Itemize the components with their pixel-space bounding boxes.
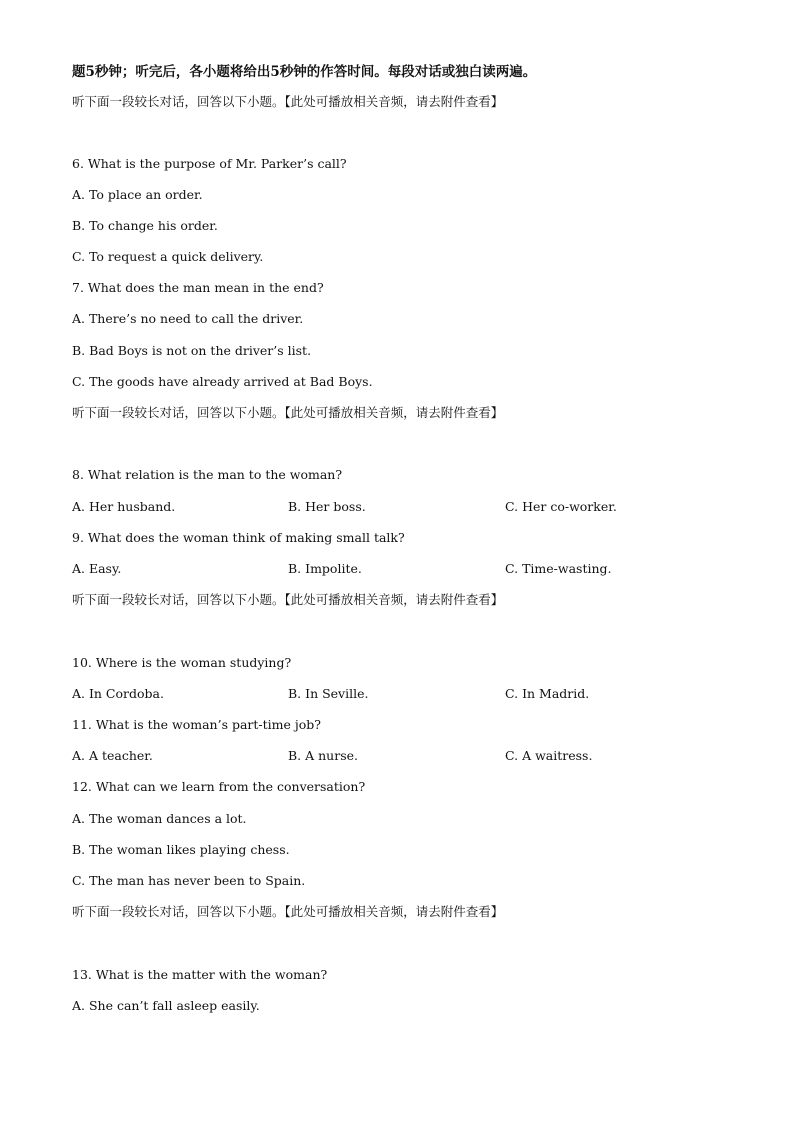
option-11b: B. A nurse. (288, 748, 358, 763)
option-10b: B. In Seville. (288, 686, 369, 701)
option-9b: B. Impolite. (288, 561, 362, 576)
option-7b: B. Bad Boys is not on the driver’s list. (72, 343, 312, 358)
question-12: 12. What can we learn from the conversation? (72, 779, 366, 794)
option-10c: C. In Madrid. (505, 686, 590, 701)
question-9: 9. What does the woman think of making small talk? (72, 530, 405, 545)
question-7: 7. What does the man mean in the end? (72, 280, 324, 295)
question-8: 8. What relation is the man to the woman? (72, 467, 343, 482)
option-8c: C. Her co-worker. (505, 499, 617, 514)
option-13a: A. She can’t fall asleep easily. (72, 998, 260, 1013)
question-6: 6. What is the purpose of Mr. Parker’s call? (72, 156, 347, 171)
option-6a: A. To place an order. (72, 187, 203, 202)
option-9a: A. Easy. (72, 561, 122, 576)
option-10a: A. In Cordoba. (72, 686, 164, 701)
intro-instruction: 题5秒钟；听完后，各小题将给出5秒钟的作答时间。每段对话或独白读两遍。 (72, 64, 537, 80)
option-12b: B. The woman likes playing chess. (72, 842, 290, 857)
option-12a: A. The woman dances a lot. (72, 811, 247, 826)
question-10: 10. Where is the woman studying? (72, 655, 292, 670)
option-9c: C. Time-wasting. (505, 561, 612, 576)
section-instruction: 听下面一段较长对话，回答以下小题。【此处可播放相关音频，请去附件查看】 (72, 94, 504, 109)
option-6c: C. To request a quick delivery. (72, 249, 264, 264)
option-8a: A. Her husband. (72, 499, 176, 514)
option-6b: B. To change his order. (72, 218, 218, 233)
section-instruction: 听下面一段较长对话，回答以下小题。【此处可播放相关音频，请去附件查看】 (72, 904, 504, 919)
option-11c: C. A waitress. (505, 748, 593, 763)
option-8b: B. Her boss. (288, 499, 366, 514)
section-instruction: 听下面一段较长对话，回答以下小题。【此处可播放相关音频，请去附件查看】 (72, 592, 504, 607)
section-instruction: 听下面一段较长对话，回答以下小题。【此处可播放相关音频，请去附件查看】 (72, 405, 504, 420)
question-11: 11. What is the woman’s part-time job? (72, 717, 321, 732)
option-7c: C. The goods have already arrived at Bad Boys. (72, 374, 373, 389)
option-12c: C. The man has never been to Spain. (72, 873, 306, 888)
option-7a: A. There’s no need to call the driver. (72, 311, 304, 326)
question-13: 13. What is the matter with the woman? (72, 967, 328, 982)
option-11a: A. A teacher. (72, 748, 153, 763)
